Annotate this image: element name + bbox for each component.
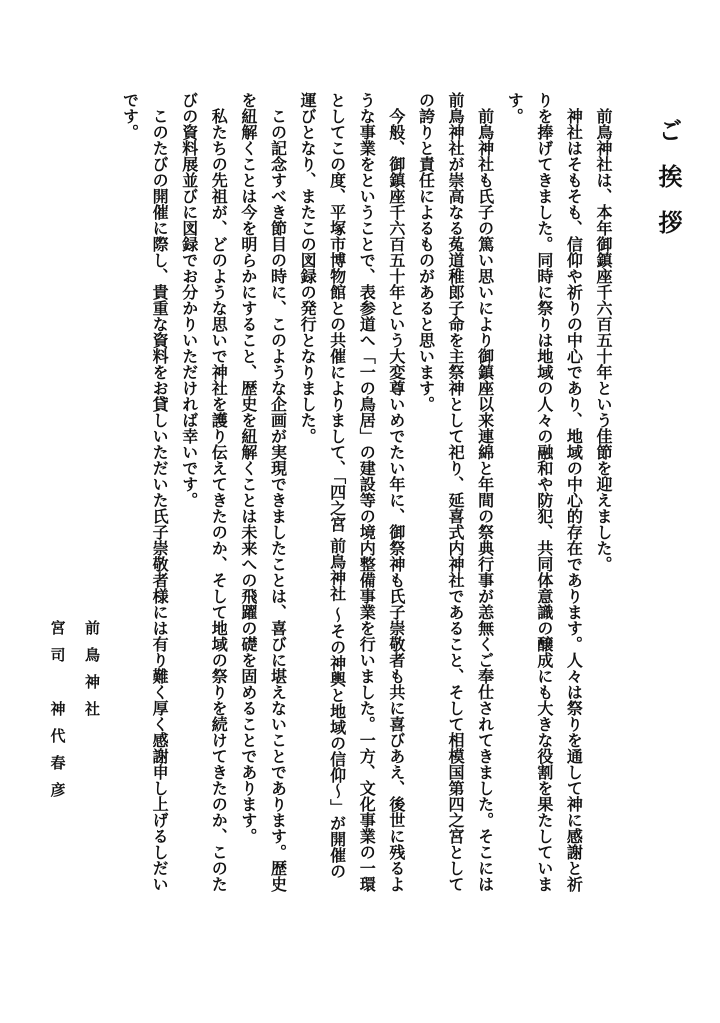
page-title: ご挨拶 [654,118,683,256]
signatory-role: 宮司 [48,620,67,674]
signatory-name: 神代春彦 [48,701,67,809]
paragraph: 前鳥神社は、本年御鎮座千六百五十年という佳節を迎えました。 [594,108,613,572]
signature-block [40,620,109,820]
paragraph: 今般、御鎮座千六百五十年という大変尊いめでたい年に、御祭神も氏子崇敬者も共に喜びあえ、後世に残るような事業をということで、表参道へ「一の鳥居」の建設等の境内整備事業を行いました。一方、文化事業の一環としてこの度、平塚市博物館との共催によりまして、「四之宮 前鳥神社 ～その神輿と地域の信仰～」が開催の運びとなり、またこの図録の発行となりました。 [298,92,406,892]
paragraph: このたびの開催に際し、貴重な資料をお貸しいただいた氏子崇敬者様には有り難く厚く感謝申し上げるしだいです。 [120,92,170,892]
greeting-body [115,92,618,892]
paragraph: 神社はそもそも、信仰や祈りの中心であり、地域の中心的存在であります。人々は祭りを通して神に感謝と祈りを捧げてきました。同時に祭りは地域の人々の融和や防犯、共同体意識の醸成にも大きな役割を果たしています。 [505,92,584,892]
paragraph: 私たちの先祖が、どのような思いで神社を護り伝えてきたのか、そして地域の祭りを続けてきたのか、このたびの資料展並びに図録でお分かりいただければ幸いです。 [179,92,229,892]
shrine-name: 前鳥神社 [83,620,101,728]
paragraph: この記念すべき節目の時に、このような企画が実現できましたことは、喜びに堪えないことであります。歴史を紐解くことは今を明らかにすること、歴史を紐解くことは未来への飛躍の礎を固めることであります。 [238,92,288,892]
paragraph: 前鳥神社も氏子の篤い思いにより御鎮座以来連綿と年間の祭典行事が恙無くご奉仕されてきました。そこには前鳥神社が崇高なる菟道稚郎子命を主祭神として祀り、延喜式内神社であること、そして相模国第四之宮としての誇りと責任によるものがあると思います。 [416,92,495,892]
signatory-line [40,620,75,820]
